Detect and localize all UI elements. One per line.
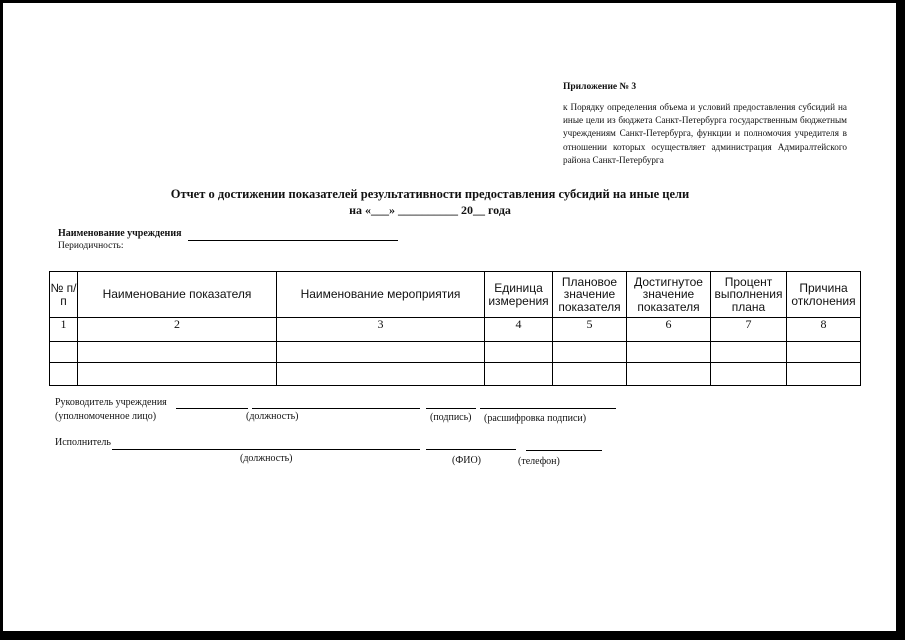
position-caption: (должность) <box>246 411 299 422</box>
indicators-table <box>49 271 861 386</box>
table-cell <box>787 363 861 386</box>
signature-line <box>252 408 420 409</box>
signature-line <box>526 450 602 451</box>
scan-border-bottom <box>0 631 905 640</box>
signature-decoding-caption: (расшифровка подписи) <box>484 413 587 424</box>
institution-field-line <box>188 240 398 241</box>
signature-caption: (подпись) <box>430 412 472 423</box>
table-cell <box>78 342 277 363</box>
table-cell <box>711 342 787 363</box>
report-subtitle: на «___» __________ 20__ года <box>349 203 511 217</box>
scan-border-left <box>0 0 3 640</box>
signature-line <box>426 449 516 450</box>
table-header-row <box>50 272 861 318</box>
scan-border-right <box>896 0 905 640</box>
header-cell: Единица измерения <box>485 272 553 318</box>
authorized-person-caption: (уполномоченное лицо) <box>55 411 157 422</box>
number-cell: 7 <box>711 318 787 342</box>
header-cell: Наименование мероприятия <box>277 272 485 318</box>
periodicity-label: Периодичность: <box>58 241 124 251</box>
number-cell: 2 <box>78 318 277 342</box>
table-cell <box>553 342 627 363</box>
header-cell: Достигнутое значение показателя <box>627 272 711 318</box>
signature-line <box>176 408 248 409</box>
head-label: Руководитель учреждения <box>55 397 167 408</box>
phone-caption: (телефон) <box>518 456 560 467</box>
number-cell: 5 <box>553 318 627 342</box>
table-row <box>50 363 861 386</box>
table-cell <box>78 363 277 386</box>
table-cell <box>50 363 78 386</box>
header-cell: Процент выполнения плана <box>711 272 787 318</box>
scan-border-top <box>0 0 905 3</box>
number-cell: 3 <box>277 318 485 342</box>
table-cell <box>485 342 553 363</box>
header-cell: Плановое значение показателя <box>553 272 627 318</box>
table-cell <box>485 363 553 386</box>
table-cell <box>711 363 787 386</box>
signature-line <box>480 408 616 409</box>
table-cell <box>787 342 861 363</box>
signature-line <box>112 449 420 450</box>
header-cell: № п/п <box>50 272 78 318</box>
table-cell <box>277 342 485 363</box>
header-cell: Наименование показателя <box>78 272 277 318</box>
full-name-caption: (ФИО) <box>452 455 482 466</box>
executor-label: Исполнитель <box>55 437 111 448</box>
table-cell <box>627 342 711 363</box>
signature-line <box>426 408 476 409</box>
table-cell <box>553 363 627 386</box>
institution-label: Наименование учреждения <box>58 228 182 239</box>
number-cell: 4 <box>485 318 553 342</box>
table-cell <box>627 363 711 386</box>
table-number-row <box>50 318 861 342</box>
number-cell: 1 <box>50 318 78 342</box>
report-title: Отчет о достижении показателей результативности предоставления субсидий на иные цели <box>170 187 690 201</box>
table-cell <box>50 342 78 363</box>
number-cell: 6 <box>627 318 711 342</box>
executor-position-caption: (должность) <box>240 453 293 464</box>
table-row <box>50 342 861 363</box>
appendix-text: к Порядку определения объема и условий предоставления субсидий на иные цели из бюджета Санкт-Петербурга государственным бюджетным учреждениям Санкт-Петербурга, функции и полномочия учредителя в отношении которых осуществляет администрация Адмиралтейского района Санкт-Петербурга <box>563 102 847 165</box>
appendix-title: Приложение № 3 <box>563 82 637 92</box>
number-cell: 8 <box>787 318 861 342</box>
header-cell: Причина отклонения <box>787 272 861 318</box>
table-cell <box>277 363 485 386</box>
